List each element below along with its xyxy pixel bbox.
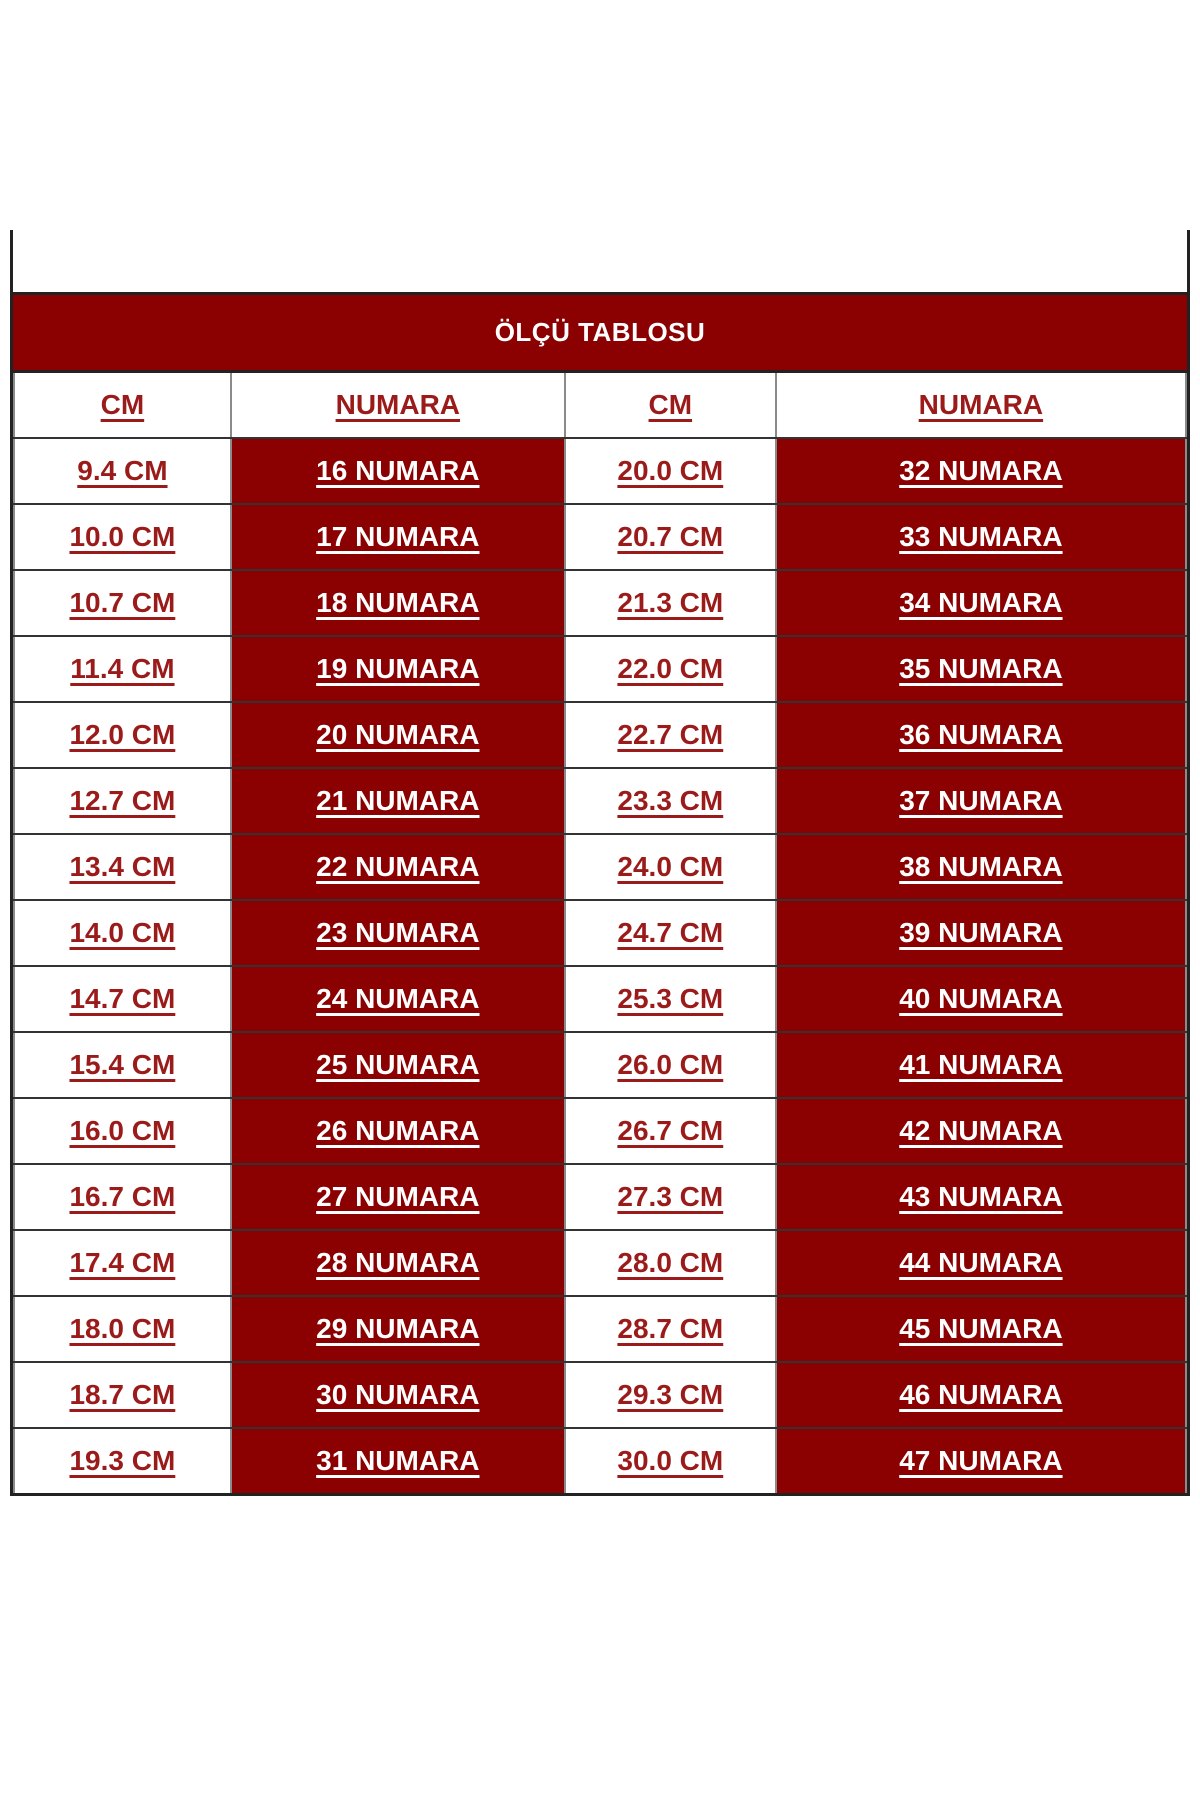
numara-value-left: 22 NUMARA [316,851,480,882]
size-chart [10,230,1190,1496]
cm-value-right-cell [565,1362,776,1428]
numara-value-right: 42 NUMARA [899,1115,1063,1146]
numara-value-left: 26 NUMARA [316,1115,480,1146]
cm-value-left-cell [14,1164,231,1230]
cm-value-left-cell [14,1428,231,1495]
numara-value-left: 23 NUMARA [316,917,480,948]
numara-value-right-cell [776,1362,1186,1428]
numara-value-right-cell [776,702,1186,768]
numara-value-left-cell [231,768,565,834]
cm-value-right: 21.3 CM [617,587,724,618]
cm-value-left-cell [14,570,231,636]
numara-value-left-cell [231,570,565,636]
header-cm-2 [565,372,776,439]
numara-value-right: 34 NUMARA [899,587,1063,618]
numara-value-right: 35 NUMARA [899,653,1063,684]
cm-value-right: 24.0 CM [617,851,724,882]
cm-value-right: 30.0 CM [617,1445,724,1476]
cm-value-right-cell [565,1164,776,1230]
cm-value-right: 24.7 CM [617,917,724,948]
numara-value-right-cell [776,1164,1186,1230]
cm-value-right-cell [565,438,776,504]
cm-value-left-cell [14,1098,231,1164]
table-row [14,702,1186,768]
table-row [14,1164,1186,1230]
numara-value-right-cell [776,834,1186,900]
numara-value-left-cell [231,438,565,504]
numara-value-right: 32 NUMARA [899,455,1063,486]
cm-value-right-cell [565,1098,776,1164]
cm-value-left-cell [14,702,231,768]
cm-value-left-cell [14,504,231,570]
cm-value-right: 27.3 CM [617,1181,724,1212]
cm-value-left: 14.0 CM [69,917,176,948]
table-row [14,1362,1186,1428]
cm-value-left-cell [14,966,231,1032]
table-row [14,1230,1186,1296]
cm-value-left: 14.7 CM [69,983,176,1014]
numara-value-right-cell [776,570,1186,636]
numara-value-left-cell [231,1428,565,1495]
cm-value-left: 13.4 CM [69,851,176,882]
cm-value-left-cell [14,1032,231,1098]
numara-value-left-cell [231,636,565,702]
cm-value-left: 9.4 CM [77,455,168,486]
numara-value-right-cell [776,900,1186,966]
cm-value-right: 29.3 CM [617,1379,724,1410]
cm-value-left-cell [14,1362,231,1428]
cm-value-left: 18.0 CM [69,1313,176,1344]
table-row [14,636,1186,702]
table-row [14,834,1186,900]
numara-value-left: 20 NUMARA [316,719,480,750]
numara-value-left-cell [231,900,565,966]
numara-value-right: 37 NUMARA [899,785,1063,816]
table-row [14,1296,1186,1362]
cm-value-left: 19.3 CM [69,1445,176,1476]
table-row [14,900,1186,966]
cm-value-left: 11.4 CM [70,653,175,684]
table-row [14,1032,1186,1098]
cm-value-right: 23.3 CM [617,785,724,816]
table-row [14,570,1186,636]
numara-value-left: 28 NUMARA [316,1247,480,1278]
cm-value-right-cell [565,1428,776,1495]
numara-value-left-cell [231,1230,565,1296]
numara-value-left-cell [231,1032,565,1098]
numara-value-left-cell [231,1362,565,1428]
numara-value-right: 40 NUMARA [899,983,1063,1014]
cm-value-right: 26.0 CM [617,1049,724,1080]
numara-value-left: 21 NUMARA [316,785,480,816]
cm-value-left-cell [14,900,231,966]
chart-top-blank [13,230,1187,292]
numara-value-left-cell [231,834,565,900]
cm-value-left-cell [14,636,231,702]
cm-value-right: 20.0 CM [617,455,724,486]
numara-value-right: 47 NUMARA [899,1445,1063,1476]
cm-value-right-cell [565,504,776,570]
table-row [14,1098,1186,1164]
numara-value-left: 19 NUMARA [316,653,480,684]
numara-value-left: 24 NUMARA [316,983,480,1014]
header-numara-2 [776,372,1186,439]
numara-value-left: 29 NUMARA [316,1313,480,1344]
numara-value-left: 30 NUMARA [316,1379,480,1410]
cm-value-left: 12.7 CM [69,785,176,816]
header-cm-1 [14,372,231,439]
cm-value-right: 20.7 CM [617,521,724,552]
numara-value-left-cell [231,1164,565,1230]
cm-value-left-cell [14,1296,231,1362]
numara-value-left: 16 NUMARA [316,455,480,486]
numara-value-right: 43 NUMARA [899,1181,1063,1212]
cm-value-left: 10.0 CM [69,521,176,552]
header-row [14,372,1186,439]
header-numara-1 [231,372,565,439]
numara-value-left: 17 NUMARA [316,521,480,552]
cm-value-right-cell [565,834,776,900]
numara-value-left: 25 NUMARA [316,1049,480,1080]
cm-value-right-cell [565,1230,776,1296]
numara-value-left: 31 NUMARA [316,1445,480,1476]
cm-value-left: 12.0 CM [69,719,176,750]
cm-value-left: 10.7 CM [69,587,176,618]
numara-value-left: 18 NUMARA [316,587,480,618]
numara-value-right: 39 NUMARA [899,917,1063,948]
header-cm-2-label: CM [648,389,693,420]
cm-value-left: 16.0 CM [69,1115,176,1146]
numara-value-right-cell [776,768,1186,834]
size-table-body [14,438,1186,1495]
numara-value-left-cell [231,1098,565,1164]
numara-value-left: 27 NUMARA [316,1181,480,1212]
numara-value-left-cell [231,1296,565,1362]
table-row [14,504,1186,570]
cm-value-left-cell [14,1230,231,1296]
numara-value-right: 44 NUMARA [899,1247,1063,1278]
cm-value-left-cell [14,768,231,834]
numara-value-left-cell [231,504,565,570]
numara-value-right-cell [776,1032,1186,1098]
cm-value-left: 15.4 CM [69,1049,176,1080]
numara-value-left-cell [231,966,565,1032]
numara-value-right: 41 NUMARA [899,1049,1063,1080]
table-row [14,966,1186,1032]
cm-value-right-cell [565,702,776,768]
numara-value-right-cell [776,504,1186,570]
chart-title: ÖLÇÜ TABLOSU [494,317,706,347]
numara-value-right: 38 NUMARA [899,851,1063,882]
header-numara-1-label: NUMARA [335,389,461,420]
size-table-header [14,372,1186,439]
cm-value-right: 25.3 CM [617,983,724,1014]
numara-value-right-cell [776,966,1186,1032]
numara-value-right-cell [776,1098,1186,1164]
cm-value-right: 28.0 CM [617,1247,724,1278]
header-cm-1-label: CM [100,389,145,420]
numara-value-right: 45 NUMARA [899,1313,1063,1344]
cm-value-right-cell [565,636,776,702]
numara-value-right: 46 NUMARA [899,1379,1063,1410]
numara-value-right-cell [776,1296,1186,1362]
header-numara-2-label: NUMARA [918,389,1044,420]
cm-value-left-cell [14,438,231,504]
numara-value-right-cell [776,438,1186,504]
cm-value-right: 22.0 CM [617,653,724,684]
numara-value-right-cell [776,1230,1186,1296]
table-row [14,438,1186,504]
cm-value-right-cell [565,900,776,966]
size-table [13,370,1187,1496]
cm-value-right-cell [565,570,776,636]
cm-value-right: 26.7 CM [617,1115,724,1146]
cm-value-left: 18.7 CM [69,1379,176,1410]
cm-value-right-cell [565,966,776,1032]
cm-value-right-cell [565,768,776,834]
table-row [14,768,1186,834]
chart-title-bar [13,292,1187,370]
cm-value-left: 16.7 CM [69,1181,176,1212]
numara-value-right: 33 NUMARA [899,521,1063,552]
numara-value-right: 36 NUMARA [899,719,1063,750]
cm-value-left: 17.4 CM [69,1247,176,1278]
numara-value-left-cell [231,702,565,768]
numara-value-right-cell [776,1428,1186,1495]
cm-value-right-cell [565,1032,776,1098]
cm-value-right-cell [565,1296,776,1362]
cm-value-right: 28.7 CM [617,1313,724,1344]
cm-value-right: 22.7 CM [617,719,724,750]
numara-value-right-cell [776,636,1186,702]
cm-value-left-cell [14,834,231,900]
table-row [14,1428,1186,1495]
